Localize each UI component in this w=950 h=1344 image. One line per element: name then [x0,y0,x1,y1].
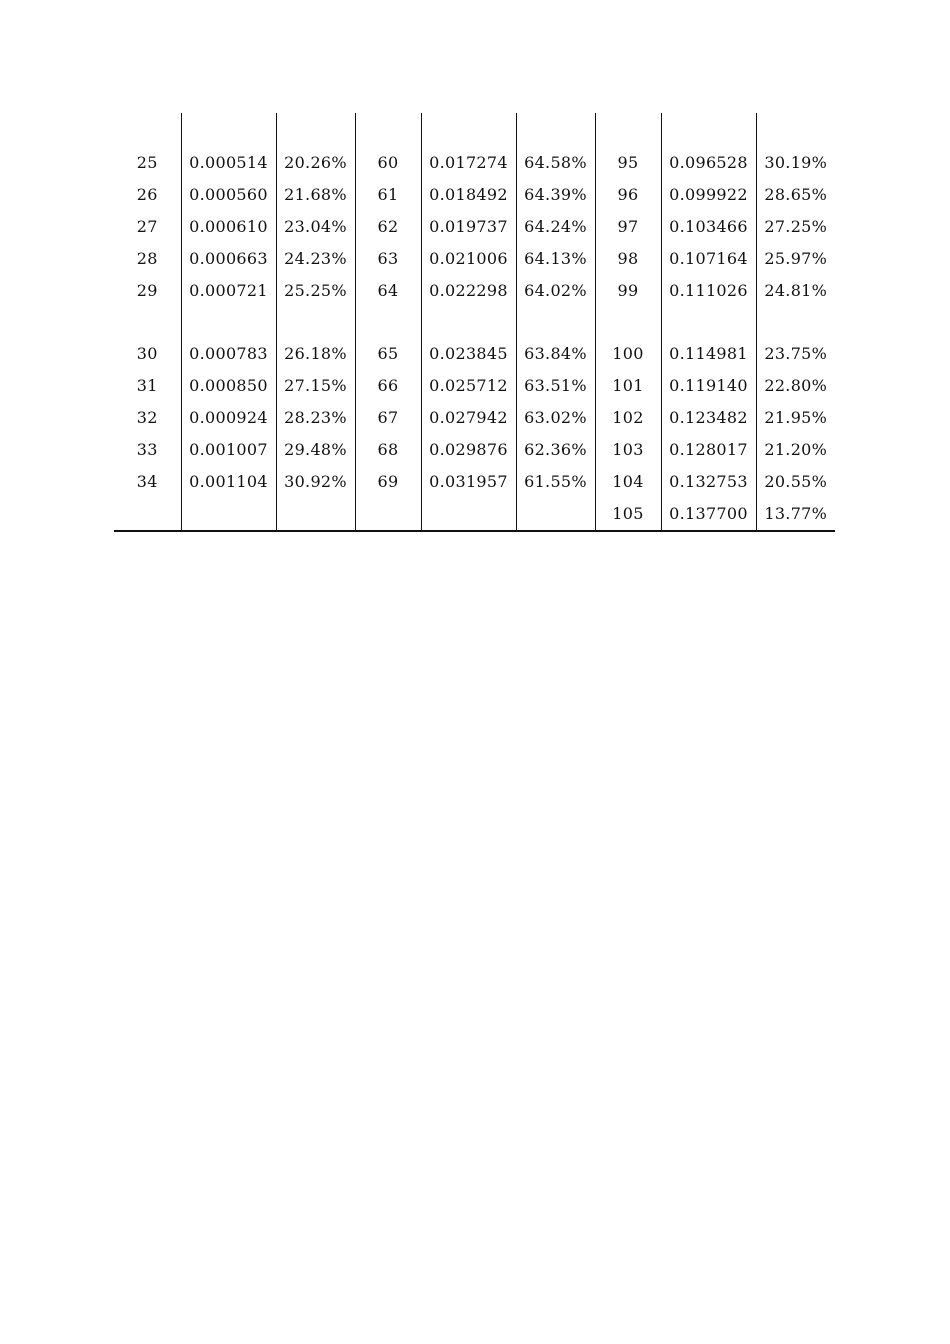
table-cell-percent-b: 61.55% [516,466,595,498]
table-cell-rate-b: 0.019737 [421,211,516,243]
table-cell-age-a: 33 [136,440,158,459]
table-cell-percent-c: 23.75% [756,338,835,370]
table-cell-percent-a: 25.25% [276,275,355,307]
table-cell-rate-b: 0.031957 [421,466,516,498]
table-cell-age-b: 63 [355,243,421,275]
table-cell-rate-a: 0.000924 [181,402,276,434]
table-cell-rate-c: 0.111026 [661,275,756,307]
table-cell-empty [421,307,516,338]
table-cell-empty [516,307,595,338]
table-cell-percent-b: 63.02% [516,402,595,434]
table-cell-age-b: 68 [355,434,421,466]
table-row [114,466,835,498]
table-row [114,338,835,370]
table-cell-percent-a: 27.15% [276,370,355,402]
table-cell-rate-c: 0.137700 [661,498,756,531]
table-cell-rate-a: 0.000783 [181,338,276,370]
table-cell-percent-c: 22.80% [756,370,835,402]
table-cell-age-b: 69 [355,466,421,498]
table-cell-percent-c: 13.77% [756,498,835,531]
table-cell-empty [661,307,756,338]
table-cell-percent-c: 21.95% [756,402,835,434]
table-row [114,211,835,243]
table-cell-rate-c: 0.123482 [661,402,756,434]
table-cell-rate-a: 0.001007 [181,434,276,466]
table-cell-empty [595,113,661,147]
table-cell-percent-b: 63.51% [516,370,595,402]
table-cell-empty [114,307,181,338]
table-group-gap [114,307,835,338]
table-cell-age-a: 34 [136,472,158,491]
table-cell-percent-c: 20.55% [756,466,835,498]
table-cell-percent-a: 24.23% [276,243,355,275]
table-cell-age-c: 96 [595,179,661,211]
table-cell-rate-b: 0.021006 [421,243,516,275]
table-cell-percent-b [516,498,595,531]
table-cell-empty [516,113,595,147]
rate-table [114,113,835,532]
table-cell-rate-a: 0.000514 [181,147,276,179]
table-cell-rate-a: 0.000850 [181,370,276,402]
table-cell-empty [756,307,835,338]
table-cell-empty [756,113,835,147]
table-cell-age-c: 105 [595,498,661,531]
table-cell-age-b [355,498,421,531]
table-cell-rate-a [181,498,276,531]
table-cell-percent-a: 29.48% [276,434,355,466]
table-cell-age-c: 101 [595,370,661,402]
table-cell-age-c: 95 [595,147,661,179]
table-cell-empty [355,307,421,338]
table-cell-rate-a: 0.000560 [181,179,276,211]
table-cell-empty [114,113,181,147]
table-cell-age-a: 28 [136,249,158,268]
table-row [114,179,835,211]
table-cell-empty [595,307,661,338]
table-cell-rate-b: 0.029876 [421,434,516,466]
table-row [114,434,835,466]
table-cell-age-b: 65 [355,338,421,370]
table-cell-percent-a: 23.04% [276,211,355,243]
table-cell-rate-c: 0.128017 [661,434,756,466]
table-cell-age-b: 67 [355,402,421,434]
table-cell-percent-a: 20.26% [276,147,355,179]
table-cell-percent-b: 64.24% [516,211,595,243]
table-cell-rate-c: 0.096528 [661,147,756,179]
rate-table-body [114,113,835,531]
table-cell-age-c: 98 [595,243,661,275]
table-cell-empty [661,113,756,147]
table-cell-rate-b: 0.025712 [421,370,516,402]
table-row [114,402,835,434]
table-cell-age-c: 104 [595,466,661,498]
table-cell-percent-c: 25.97% [756,243,835,275]
table-cell-percent-c: 27.25% [756,211,835,243]
table-cell-rate-a: 0.001104 [181,466,276,498]
table-cell-empty [276,113,355,147]
table-cell-rate-b: 0.018492 [421,179,516,211]
table-cell-rate-b: 0.023845 [421,338,516,370]
table-cell-empty [355,113,421,147]
table-cell-age-b: 62 [355,211,421,243]
table-cell-empty [276,307,355,338]
table-cell-percent-b: 64.13% [516,243,595,275]
table-cell-percent-a [276,498,355,531]
table-cell-percent-a: 30.92% [276,466,355,498]
table-cell-rate-c: 0.114981 [661,338,756,370]
table-top-spacer [114,113,835,147]
table-cell-percent-c: 28.65% [756,179,835,211]
table-row [114,275,835,307]
table-row [114,370,835,402]
table-cell-rate-b [421,498,516,531]
table-cell-percent-b: 63.84% [516,338,595,370]
table-cell-age-c: 99 [595,275,661,307]
table-cell-percent-b: 64.02% [516,275,595,307]
table-cell-rate-c: 0.132753 [661,466,756,498]
table-cell-percent-c: 21.20% [756,434,835,466]
table-row [114,147,835,179]
table-cell-empty [421,113,516,147]
table-cell-rate-c: 0.107164 [661,243,756,275]
rate-table-container [114,113,835,532]
table-cell-age-a: 25 [136,153,158,172]
table-cell-age-a [114,498,181,531]
table-cell-percent-c: 30.19% [756,147,835,179]
table-cell-age-c: 103 [595,434,661,466]
table-cell-age-b: 66 [355,370,421,402]
table-cell-rate-b: 0.022298 [421,275,516,307]
table-cell-age-b: 64 [355,275,421,307]
table-cell-percent-b: 64.39% [516,179,595,211]
table-cell-rate-c: 0.099922 [661,179,756,211]
table-cell-age-a: 26 [136,185,158,204]
table-cell-percent-c: 24.81% [756,275,835,307]
table-cell-age-a: 32 [136,408,158,427]
table-cell-rate-c: 0.103466 [661,211,756,243]
table-cell-age-b: 60 [355,147,421,179]
table-cell-rate-b: 0.017274 [421,147,516,179]
table-cell-empty [181,307,276,338]
table-row [114,243,835,275]
table-cell-age-a: 27 [136,217,158,236]
table-cell-percent-a: 26.18% [276,338,355,370]
table-cell-rate-c: 0.119140 [661,370,756,402]
table-cell-rate-a: 0.000663 [181,243,276,275]
table-cell-age-a: 30 [136,344,158,363]
table-cell-age-c: 100 [595,338,661,370]
table-cell-empty [181,113,276,147]
table-cell-age-c: 102 [595,402,661,434]
table-cell-age-c: 97 [595,211,661,243]
table-cell-rate-b: 0.027942 [421,402,516,434]
table-cell-percent-b: 62.36% [516,434,595,466]
table-cell-rate-a: 0.000610 [181,211,276,243]
table-cell-percent-a: 21.68% [276,179,355,211]
table-cell-rate-a: 0.000721 [181,275,276,307]
table-cell-age-a: 29 [136,281,158,300]
table-cell-age-b: 61 [355,179,421,211]
table-cell-percent-b: 64.58% [516,147,595,179]
table-cell-age-a: 31 [136,376,158,395]
table-row [114,498,835,531]
table-cell-percent-a: 28.23% [276,402,355,434]
